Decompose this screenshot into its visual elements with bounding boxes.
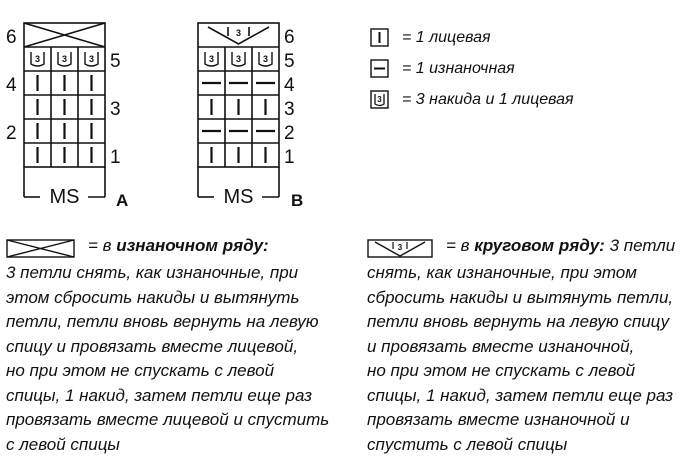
chart-b <box>180 0 330 215</box>
yo-count: 3 <box>61 54 68 64</box>
chart-label-b: B <box>291 191 304 210</box>
row-number-2: 2 <box>6 123 17 144</box>
desc-right-heading <box>446 236 675 256</box>
row-number-3: 3 <box>284 99 295 120</box>
v-symbol-count: 3 <box>397 243 403 252</box>
legend-purl <box>370 59 515 79</box>
chart-a <box>0 0 150 215</box>
legend-yarn-over <box>370 90 574 110</box>
yo-count: 3 <box>88 54 95 64</box>
yo-count: 3 <box>377 95 382 104</box>
purl-symbol-icon <box>370 59 390 79</box>
desc-left-body: 3 петли снять, как изнаночные, при этом сбросить накиды и вытянуть петли, петли вновь вернуть на левую спицу и провязать вместе лицевой, но при этом не спускать с левой спицы, 1 накид, затем петли еще раз провязать вместе лицевой и спустить с левой спицы <box>6 263 330 454</box>
v-symbol-count: 3 <box>235 28 242 38</box>
row-number-1: 1 <box>110 147 121 168</box>
row-number-6: 6 <box>284 27 295 48</box>
legend-knit-text: = 1 лицевая <box>402 29 491 46</box>
yarn-over-symbol-icon <box>370 90 390 110</box>
equals-text: = в <box>88 236 117 255</box>
desc-left-heading <box>88 236 269 256</box>
row-number-4: 4 <box>284 75 295 96</box>
legend-purl-text: = 1 изнаночная <box>402 60 515 77</box>
wrong-side-row-label: изнаночном ряду: <box>116 236 269 255</box>
row-number-5: 5 <box>110 51 121 72</box>
legend-yarn-over-text: = 3 накида и 1 лицевая <box>402 91 574 108</box>
row-number-5: 5 <box>284 51 295 72</box>
row-number-3: 3 <box>110 99 121 120</box>
row-number-1: 1 <box>284 147 295 168</box>
ms-label: MS <box>223 186 254 208</box>
legend-knit <box>370 28 491 48</box>
yo-count: 3 <box>34 54 41 64</box>
row-number-4: 4 <box>6 75 17 96</box>
knit-symbol-icon <box>370 28 390 48</box>
desc-right-first: 3 петли <box>604 236 676 255</box>
yo-count: 3 <box>235 54 242 64</box>
ms-label: MS <box>49 186 80 208</box>
yo-count: 3 <box>208 54 215 64</box>
yo-count: 3 <box>262 54 269 64</box>
row-number-6: 6 <box>6 27 17 48</box>
equals-text: = в <box>446 236 475 255</box>
chart-label-a: A <box>116 191 129 210</box>
row-number-2: 2 <box>284 123 295 144</box>
round-row-label: круговом ряду: <box>474 236 605 255</box>
cross-symbol-icon <box>6 239 76 259</box>
v-symbol-icon <box>367 239 435 259</box>
desc-right-body: снять, как изнаночные, при этом сбросить накиды и вытянуть петли, петли вновь вернуть на левую спицу и провязать вместе изнаночной, но при этом не спускать с левой спицы, 1 накид, затем петли еще раз провязать вместе изнаночной и спустить с левой спицы <box>367 263 674 454</box>
